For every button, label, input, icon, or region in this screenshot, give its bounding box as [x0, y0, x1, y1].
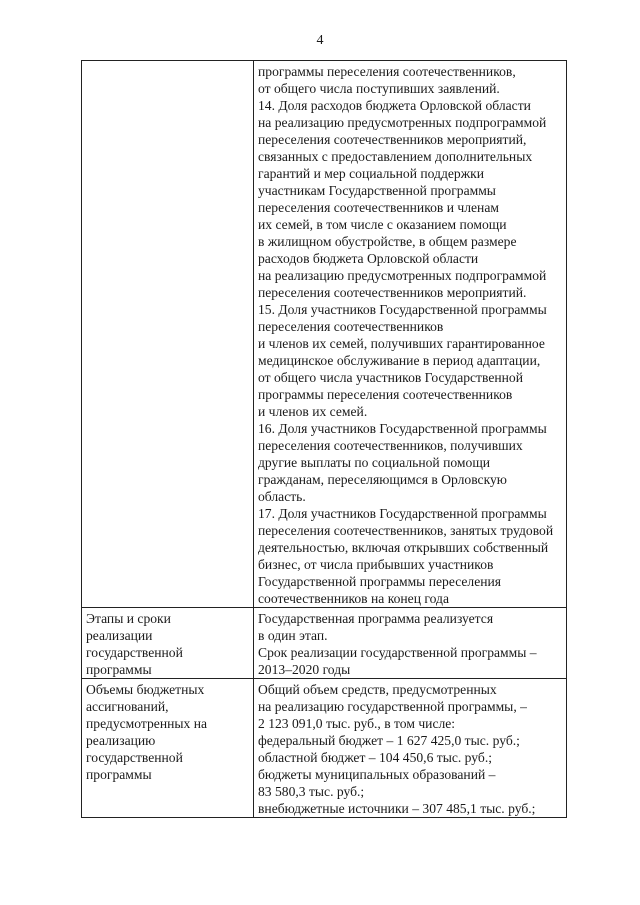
content-line: переселения соотечественников и членам [258, 200, 499, 215]
label-line: Этапы и сроки [86, 611, 171, 626]
content-line: и членов их семей. [258, 404, 368, 419]
content-line: 2013–2020 годы [258, 662, 351, 677]
content-line: внебюджетные источники – 307 485,1 тыс. руб.; [258, 801, 536, 816]
row-content-cell [254, 61, 567, 608]
content-line: переселения соотечественников, получивших [258, 438, 523, 453]
content-line: от общего числа поступивших заявлений. [258, 81, 500, 96]
content-line: переселения соотечественников мероприятий, [258, 132, 527, 147]
content-line: связанных с предоставлением дополнительных [258, 149, 533, 164]
content-line: 17. Доля участников Государственной программы [258, 506, 547, 521]
content-line: от общего числа участников Государственной [258, 370, 523, 385]
content-line: другие выплаты по социальной помощи [258, 455, 491, 470]
content-line: на реализацию государственной программы, – [258, 699, 527, 714]
content-line: переселения соотечественников мероприятий. [258, 285, 527, 300]
label-line: реализацию [86, 733, 156, 748]
label-line: программы [86, 767, 152, 782]
page-number: 4 [316, 33, 324, 48]
content-line: бюджеты муниципальных образований – [258, 767, 496, 782]
row-label-cell [82, 61, 254, 608]
content-line: на реализацию предусмотренных подпрограммой [258, 115, 547, 130]
content-line: переселения соотечественников, занятых трудовой [258, 523, 554, 538]
program-passport-table [81, 60, 567, 818]
label-line: предусмотренных на [86, 716, 208, 731]
content-line: деятельностью, включая открывших собственный [258, 540, 549, 555]
content-line: программы переселения соотечественников [258, 387, 513, 402]
table-row [82, 61, 567, 608]
content-line: Государственная программа реализуется [258, 611, 494, 626]
content-line: федеральный бюджет – 1 627 425,0 тыс. руб.; [258, 733, 520, 748]
content-line: 2 123 091,0 тыс. руб., в том числе: [258, 716, 456, 731]
row-content-cell [254, 608, 567, 679]
content-line: медицинское обслуживание в период адаптации, [258, 353, 541, 368]
content-line: Государственной программы переселения [258, 574, 502, 589]
content-line: Срок реализации государственной программы – [258, 645, 537, 660]
label-line: государственной [86, 645, 183, 660]
content-line: областной бюджет – 104 450,6 тыс. руб.; [258, 750, 492, 765]
label-line: Объемы бюджетных [86, 682, 205, 697]
content-line: бизнес, от числа прибывших участников [258, 557, 494, 572]
content-line: соотечественников на конец года [258, 591, 449, 606]
content-line: 14. Доля расходов бюджета Орловской области [258, 98, 531, 113]
table-row [82, 679, 567, 818]
content-line: участникам Государственной программы [258, 183, 496, 198]
content-line: гарантий и мер социальной поддержки [258, 166, 484, 181]
content-line: на реализацию предусмотренных подпрограммой [258, 268, 547, 283]
content-line: область. [258, 489, 306, 504]
content-line: 15. Доля участников Государственной программы [258, 302, 547, 317]
content-line: Общий объем средств, предусмотренных [258, 682, 497, 697]
content-line: 16. Доля участников Государственной программы [258, 421, 547, 436]
row-label-cell [82, 608, 254, 679]
content-line: гражданам, переселяющимся в Орловскую [258, 472, 507, 487]
content-line: программы переселения соотечественников, [258, 64, 516, 79]
content-line: в жилищном обустройстве, в общем размере [258, 234, 517, 249]
label-line: реализации [86, 628, 153, 643]
content-line: переселения соотечественников [258, 319, 444, 334]
row-label-cell [82, 679, 254, 818]
table-row [82, 608, 567, 679]
content-line: расходов бюджета Орловской области [258, 251, 479, 266]
content-line: 83 580,3 тыс. руб.; [258, 784, 365, 799]
content-line: и членов их семей, получивших гарантированное [258, 336, 545, 351]
row-content-cell [254, 679, 567, 818]
label-line: государственной [86, 750, 183, 765]
content-line: их семей, в том числе с оказанием помощи [258, 217, 507, 232]
label-line: ассигнований, [86, 699, 169, 714]
content-line: в один этап. [258, 628, 328, 643]
label-line: программы [86, 662, 152, 677]
